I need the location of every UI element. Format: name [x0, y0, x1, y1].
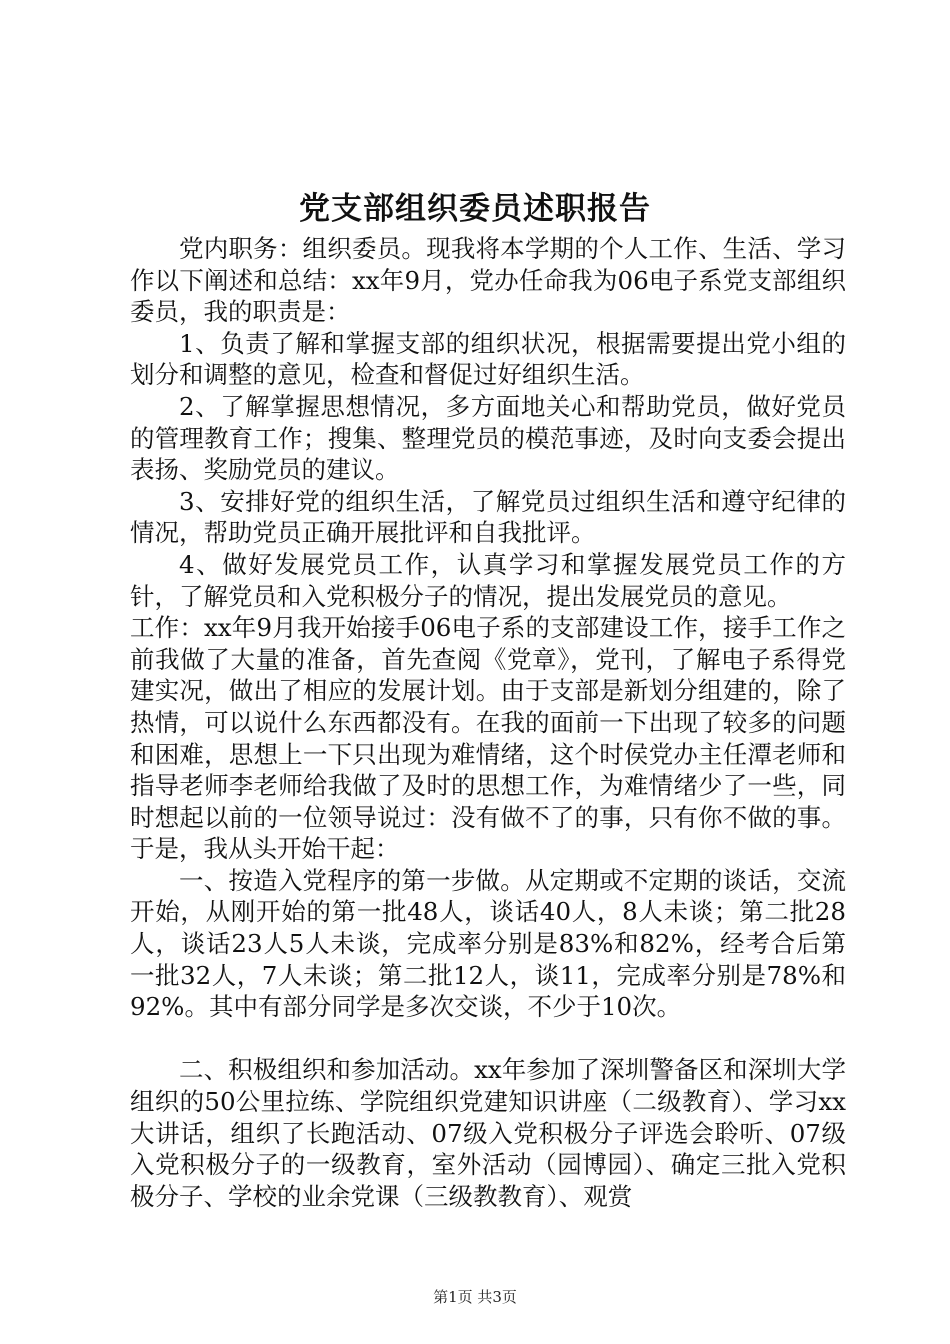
paragraph-section-1: 一、按造入党程序的第一步做。从定期或不定期的谈话，交流开始，从刚开始的第一批48人，谈话40人，8人未谈；第二批28人，谈话23人5人未谈，完成率分别是83%和82%，经考合后第一批32人，7人未谈；第二批12人，谈11，完成率分别是78%和92%。其中有部分同学是多次交谈，不少于10次。 — [130, 865, 846, 1022]
paragraph-spacer — [130, 1023, 846, 1055]
paragraph-duty-4: 4、做好发展党员工作，认真学习和掌握发展党员工作的方针，了解党员和入党积极分子的情况，提出发展党员的意见。 — [130, 549, 846, 611]
paragraph-duty-1: 1、负责了解和掌握支部的组织状况，根据需要提出党小组的划分和调整的意见，检查和督促过好组织生活。 — [130, 328, 846, 390]
paragraph-duty-2: 2、了解掌握思想情况，多方面地关心和帮助党员，做好党员的管理教育工作；搜集、整理党员的模范事迹，及时向支委会提出表扬、奖励党员的建议。 — [130, 391, 846, 485]
page-footer: 第1页 共3页 — [433, 1288, 517, 1306]
paragraph-duty-3: 3、安排好党的组织生活，了解党员过组织生活和遵守纪律的情况，帮助党员正确开展批评和自我批评。 — [130, 486, 846, 548]
paragraph-section-2: 二、积极组织和参加活动。xx年参加了深圳警备区和深圳大学组织的50公里拉练、学院组织党建知识讲座（二级教育）、学习xx大讲话，组织了长跑活动、07级入党积极分子评选会聆听、07级入党积极分子的一级教育，室外活动（园博园）、确定三批入党积极分子、学校的业余党课（三级教教育）、观赏 — [130, 1055, 846, 1211]
document-title: 党支部组织委员述职报告 — [299, 191, 651, 227]
paragraph-intro: 党内职务：组织委员。现我将本学期的个人工作、生活、学习作以下阐述和总结：xx年9月，党办任命我为06电子系党支部组织委员，我的职责是： — [130, 234, 846, 327]
paragraph-work: 工作：xx年9月我开始接手06电子系的支部建设工作，接手工作之前我做了大量的准备，首先查阅《党章》，党刊，了解电子系得党建实况，做出了相应的发展计划。由于支部是新划分组建的，除了热情，可以说什么东西都没有。在我的面前一下出现了较多的问题和困难，思想上一下只出现为难情绪，这个时侯党办主任潭老师和指导老师李老师给我做了及时的思想工作，为难情绪少了一些，同时想起以前的一位领导说过：没有做不了的事，只有你不做的事。于是，我从头开始干起： — [130, 613, 846, 864]
document-body — [130, 233, 846, 1212]
